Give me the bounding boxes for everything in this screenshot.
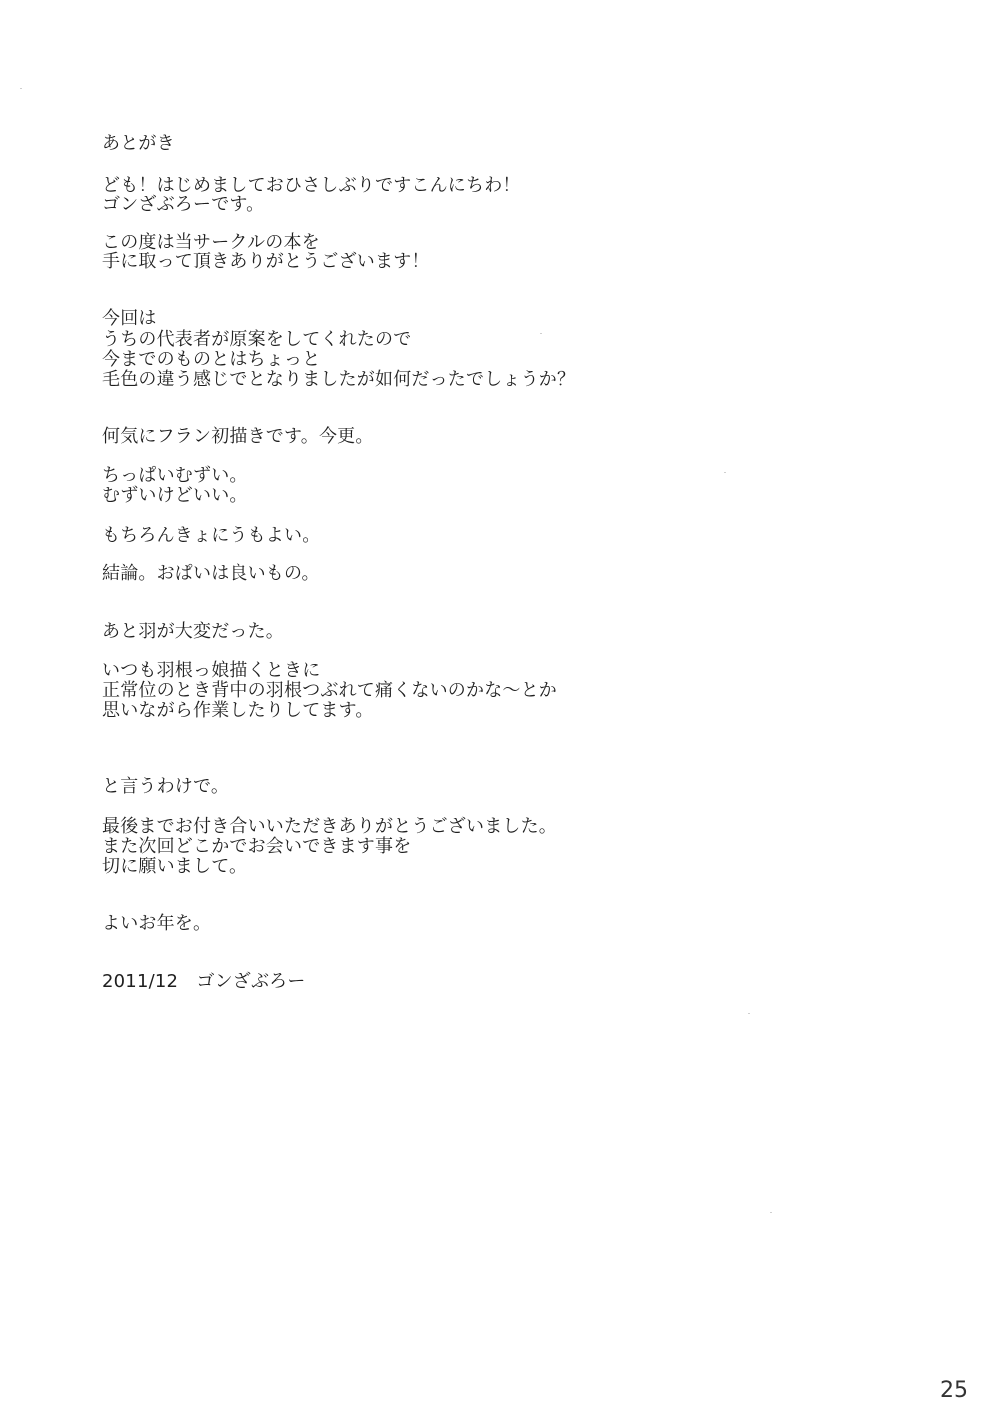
text-line: 結論。おぱいは良いもの。: [102, 563, 320, 584]
text-line: 何気にフラン初描きです。今更。: [102, 426, 374, 447]
text-line: 切に願いまして。: [102, 856, 248, 877]
text-line: ども！はじめましておひさしぶりですこんにちわ！: [102, 175, 521, 196]
text-line: もちろんきょにうもよい。: [102, 525, 321, 546]
text-line: 手に取って頂きありがとうございます！: [102, 251, 430, 272]
text-line: この度は当サークルの本を: [102, 232, 320, 253]
text-line: あと羽が大変だった。: [102, 621, 284, 642]
text-line: 正常位のとき背中の羽根つぶれて痛くないのかな～とか: [102, 680, 557, 701]
page-number: 25: [940, 1378, 968, 1403]
text-line: いつも羽根っ娘描くときに: [102, 660, 321, 681]
scan-speck: [748, 1013, 750, 1014]
text-line: よいお年を。: [102, 913, 212, 934]
afterword-title: あとがき: [102, 133, 175, 154]
scan-speck: [770, 1212, 772, 1213]
text-line: 最後までお付き合いいただきありがとうございました。: [102, 816, 557, 837]
text-line: ちっぱいむずい。: [102, 465, 248, 486]
text-line: むずいけどいい。: [102, 485, 248, 506]
text-line: 思いながら作業したりしてます。: [102, 700, 374, 721]
text-line: 毛色の違う感じでとなりましたが如何だったでしょうか？: [102, 369, 576, 390]
text-line: と言うわけで。: [102, 776, 230, 797]
scan-speck: [724, 472, 726, 473]
text-line: うちの代表者が原案をしてくれたので: [102, 329, 412, 350]
text-line: ゴンざぶろーです。: [102, 194, 265, 215]
text-line: 今までのものとはちょっと: [102, 349, 321, 370]
scan-speck: [540, 333, 542, 334]
signature-line: 2011/12 ゴンざぶろー: [102, 971, 306, 992]
text-line: 今回は: [102, 308, 157, 329]
scan-speck: [20, 88, 22, 89]
text-line: また次回どこかでお会いできます事を: [102, 836, 412, 857]
